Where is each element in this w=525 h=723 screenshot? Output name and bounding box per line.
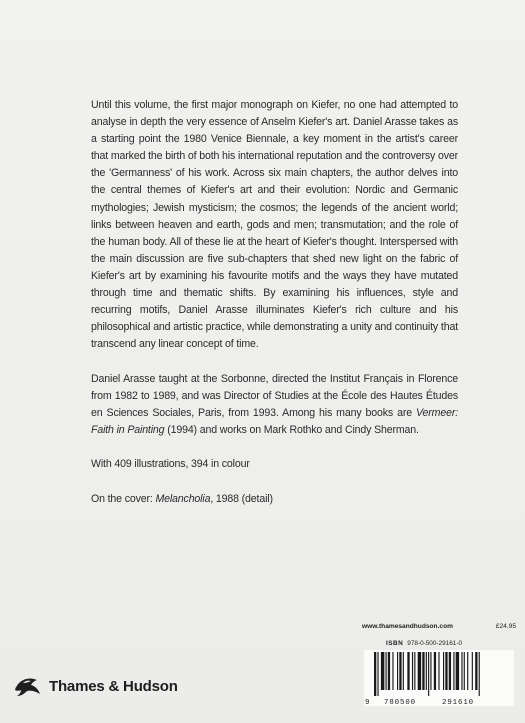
barcode [364, 650, 514, 706]
publisher-name: Thames & Hudson [49, 677, 178, 695]
author-bio [91, 371, 458, 439]
author-bio-end: (1994) and works on Mark Rothko and Cindy Sherman. [164, 424, 419, 437]
barcode-lead-digit: 9 [365, 699, 371, 707]
book-title-vermeer: Vermeer: Faith in Painting [91, 407, 458, 437]
dolphin-logo-icon [13, 674, 43, 698]
publisher-logo [13, 672, 178, 700]
website: www.thamesandhudson.com [362, 623, 453, 630]
author-bio-start: Daniel Arasse taught at the Sorbonne, directed the Institut Français in Florence from 1982 to 1989, and was Director of Studies at the École des Hautes Études en Sciences Sociales, Paris, from 1993. Among his many books are [91, 372, 458, 420]
cover-credit-suffix: , 1988 (detail) [210, 492, 273, 505]
barcode-bars [364, 650, 514, 696]
price: £24.95 [495, 623, 516, 630]
illustrations-note: With 409 illustrations, 394 in colour [91, 458, 250, 471]
cover-credit [91, 491, 458, 508]
website-price-line [362, 623, 516, 630]
isbn-label: ISBN [386, 640, 404, 647]
blurb [91, 97, 458, 525]
isbn-line [386, 640, 462, 647]
description-paragraph: Until this volume, the first major monograph on Kiefer, no one had attempted to analyse in depth the very essence of Anselm Kiefer's art. Daniel Arasse takes as a starting point the 1980 Venice Biennale, a key moment in the artist's career that marked the birth of both his international reputation and the controversy over the 'Germanness' of his work. Across six main chapters, the author delves into the central themes of Kiefer's art and their evolution: Nordic and Germanic mythologies; Jewish mysticism; the cosmos; the legends of the ancient world; links between heaven and earth, gods and men; transmutation; and the role of the human body. All of these lie at the heart of Kiefer's thought. Interspersed with the main discussion are five sub-chapters that shed new light on the fabric of Kiefer's art by examining his favourite motifs and the ways they have mutated through time and thematic shifts. By examining his influences, style and recurring motifs, Daniel Arasse illuminates Kiefer's rich culture and his philosophical and artistic practice, while demonstrating a unity and continuity that transcend any linear concept of time. [91, 99, 458, 351]
barcode-group-2: 291610 [442, 699, 475, 707]
barcode-block [362, 623, 516, 705]
isbn-number: 978-0-500-29161-0 [407, 640, 462, 647]
barcode-group-1: 780500 [384, 699, 417, 707]
cover-credit-prefix: On the cover: [91, 492, 156, 505]
cover-artwork-title: Melancholia [155, 492, 211, 505]
